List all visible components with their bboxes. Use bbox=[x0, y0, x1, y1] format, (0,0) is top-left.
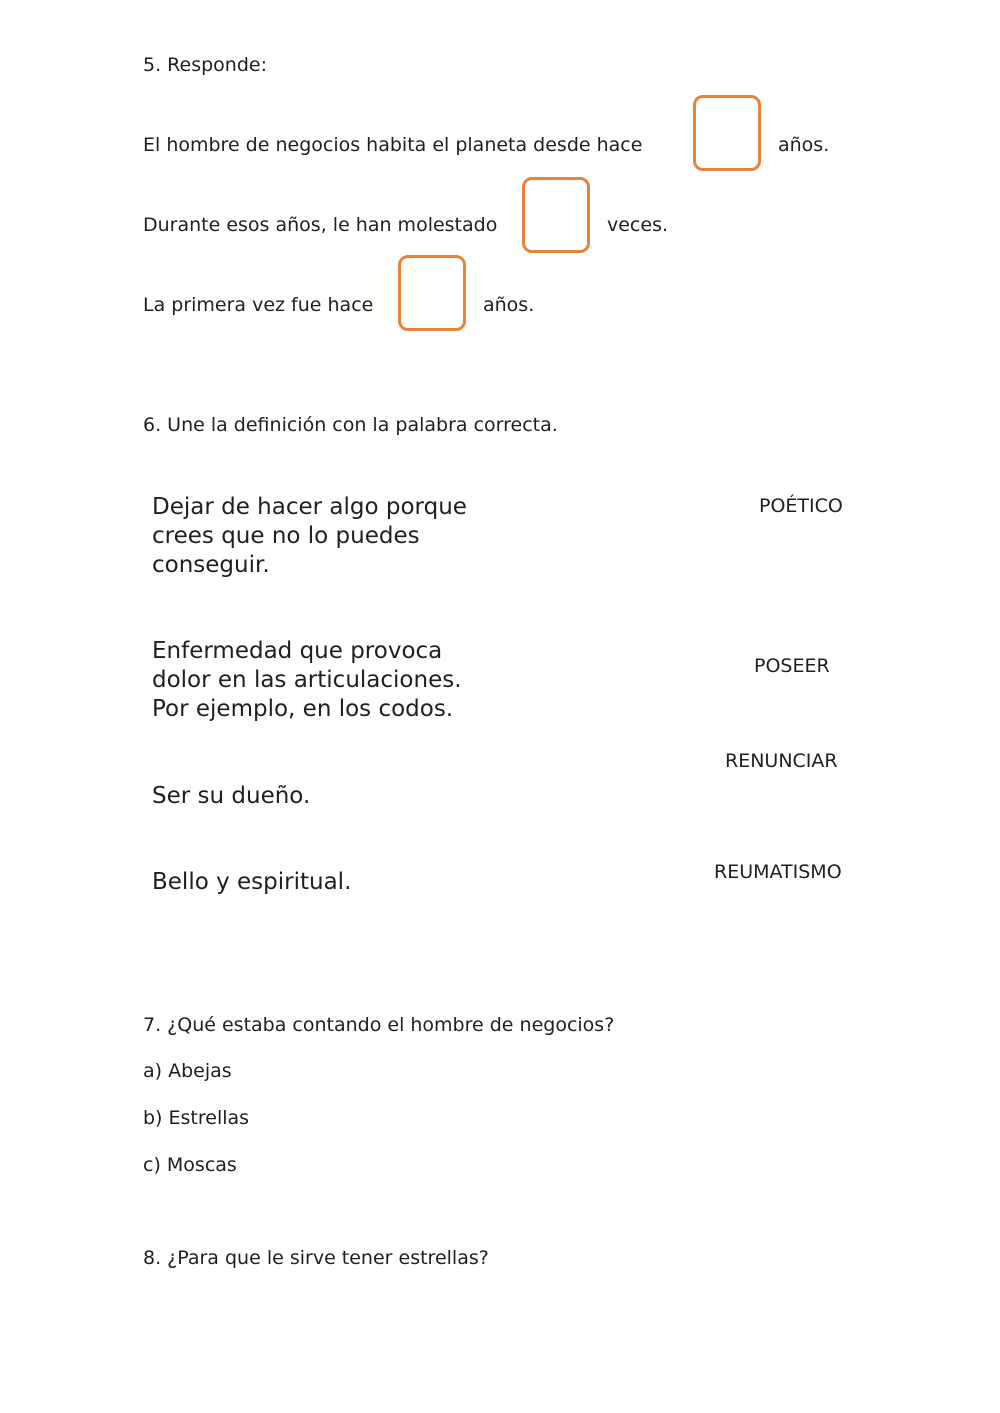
question-5-line-2-text: Durante esos años, le han molestado bbox=[143, 214, 498, 236]
word-poseer[interactable]: POSEER bbox=[754, 655, 830, 677]
definition-4[interactable]: Bello y espiritual. bbox=[152, 869, 352, 895]
option-c[interactable]: c) Moscas bbox=[143, 1154, 237, 1176]
question-5-line-2-suffix: veces. bbox=[607, 214, 669, 236]
question-6-title: 6. Une la definición con la palabra correcta. bbox=[143, 414, 558, 436]
option-a[interactable]: a) Abejas bbox=[143, 1060, 232, 1082]
word-poetico[interactable]: POÉTICO bbox=[759, 495, 843, 517]
definition-1[interactable]: Dejar de hacer algo porque crees que no lo puedes conseguir. bbox=[152, 494, 467, 578]
option-b[interactable]: b) Estrellas bbox=[143, 1107, 250, 1129]
word-renunciar[interactable]: RENUNCIAR bbox=[725, 750, 838, 772]
definition-2[interactable]: Enfermedad que provoca dolor en las articulaciones. Por ejemplo, en los codos. bbox=[152, 638, 462, 722]
answer-box-years-on-planet[interactable] bbox=[693, 95, 761, 171]
question-5-title: 5. Responde: bbox=[143, 54, 267, 76]
question-5-line-1-text: El hombre de negocios habita el planeta desde hace bbox=[143, 134, 643, 156]
definition-3[interactable]: Ser su dueño. bbox=[152, 783, 311, 809]
question-5-line-3-suffix: años. bbox=[483, 294, 535, 316]
word-reumatismo[interactable]: REUMATISMO bbox=[714, 861, 842, 883]
question-7-title: 7. ¿Qué estaba contando el hombre de negocios? bbox=[143, 1014, 615, 1036]
question-5-line-1-suffix: años. bbox=[778, 134, 830, 156]
answer-box-times-disturbed[interactable] bbox=[522, 177, 590, 253]
question-8-title: 8. ¿Para que le sirve tener estrellas? bbox=[143, 1247, 489, 1269]
question-5-line-3-text: La primera vez fue hace bbox=[143, 294, 374, 316]
answer-box-first-time-years[interactable] bbox=[398, 255, 466, 331]
